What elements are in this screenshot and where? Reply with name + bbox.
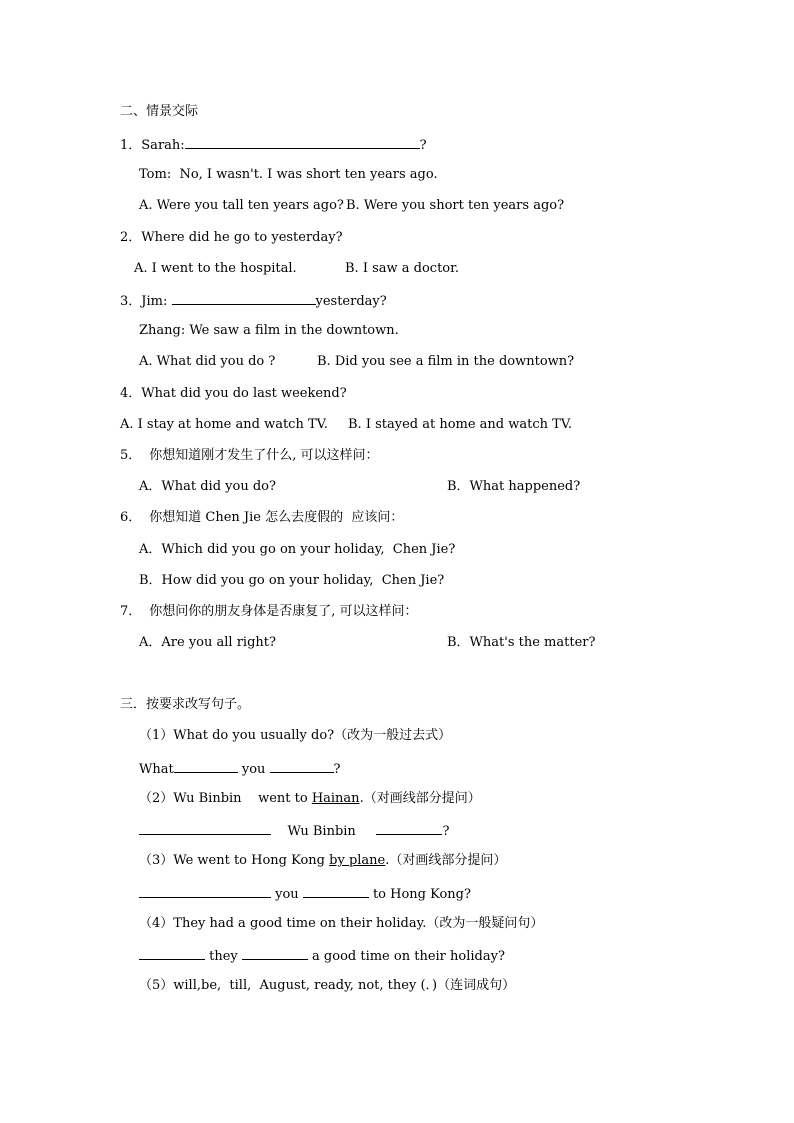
question-text: Where did he go to yesterday? [141,230,343,245]
question-number: 5． [120,448,142,463]
answer-blank[interactable] [270,760,334,773]
underlined-word: Hainan [311,791,360,806]
rewrite-answer-1 [139,760,341,778]
option-a: A. I went to the hospital. [134,261,297,276]
question-text: 你想知道 Chen Jie 怎么去度假的 应该问： [149,510,404,525]
option-b: B．How did you go on your holiday, Chen Jie? [139,573,445,588]
question-number: 7． [120,604,142,619]
speaker-label: Jim: [141,294,172,309]
answer-word: What [139,762,174,777]
answer-word: ? [333,762,341,777]
rewrite-prompt-3 [139,853,506,869]
question-2 [120,230,343,246]
answer-word: a good time on their holiday? [307,949,505,964]
rewrite-prompt-2 [139,791,481,807]
option-a: A．Which did you go on your holiday, Chen Jie? [139,542,456,557]
speaker-label: Sarah: [141,138,185,153]
option-a: A. Were you tall ten years ago? [139,198,344,213]
question-number: 1． [120,138,142,153]
dialogue-line: Zhang: We saw a film in the downtown. [139,323,399,338]
answer-word: to Hong Kong? [368,887,471,902]
question-5 [120,448,379,464]
question-1 [120,136,427,154]
option-b: B. I saw a doctor. [345,261,460,276]
option-a: A. What did you do ? [139,354,276,369]
prompt-text: .（对画线部分提问） [359,791,481,806]
option-a: A. I stay at home and watch TV. [120,417,328,432]
answer-word: Wu Binbin [271,824,377,839]
rewrite-prompt-5: （5）will,be, till, August, ready, not, they (．)（连词成句） [139,978,516,993]
question-suffix: yesterday? [315,294,387,309]
underlined-word: by plane [329,853,386,868]
question-text: 你想问你的朋友身体是否康复了, 可以这样问： [149,604,418,619]
answer-blank[interactable] [139,947,205,960]
answer-blank[interactable] [185,136,420,149]
answer-blank[interactable] [139,822,271,835]
answer-word: you [271,887,303,902]
option-b: B．What's the matter? [447,635,596,650]
answer-blank[interactable] [376,822,442,835]
option-a: A．Are you all right? [139,635,276,650]
question-number: 6． [120,510,142,525]
option-b: B. I stayed at home and watch TV. [348,417,573,432]
option-b: B. Were you short ten years ago? [346,198,565,213]
answer-blank[interactable] [242,947,308,960]
question-text: What did you do last weekend? [141,386,347,401]
option-a: A．What did you do? [139,479,276,494]
prompt-text: （3）We went to Hong Kong [139,853,330,868]
question-text: 你想知道刚才发生了什么, 可以这样问： [149,448,379,463]
rewrite-answer-3 [139,885,471,903]
answer-blank[interactable] [172,292,316,305]
question-number: 4． [120,386,142,401]
answer-word: they [205,949,242,964]
answer-blank[interactable] [174,760,238,773]
question-suffix: ? [419,138,427,153]
prompt-text: （2）Wu Binbin went to [139,791,312,806]
option-b: B. Did you see a film in the downtown? [317,354,575,369]
question-3 [120,292,387,310]
dialogue-line: Tom: No, I wasn't. I was short ten years ago. [139,167,438,182]
answer-blank[interactable] [139,885,271,898]
question-6 [120,510,403,526]
answer-blank[interactable] [303,885,369,898]
question-number: 3． [120,294,142,309]
rewrite-answer-2 [139,822,449,840]
question-7 [120,604,418,620]
option-b: B．What happened? [447,479,581,494]
answer-word: you [237,762,270,777]
rewrite-answer-4 [139,947,505,965]
question-4 [120,386,347,402]
rewrite-prompt-4: （4）They had a good time on their holiday.（改为一般疑问句） [139,916,544,931]
answer-word: ? [442,824,450,839]
section-2-heading: 二、情景交际 [120,104,199,119]
prompt-text: .（对画线部分提问） [385,853,507,868]
rewrite-prompt-1: （1）What do you usually do?（改为一般过去式） [139,728,452,743]
question-number: 2． [120,230,142,245]
section-3-heading: 三．按要求改写句子。 [120,697,251,712]
